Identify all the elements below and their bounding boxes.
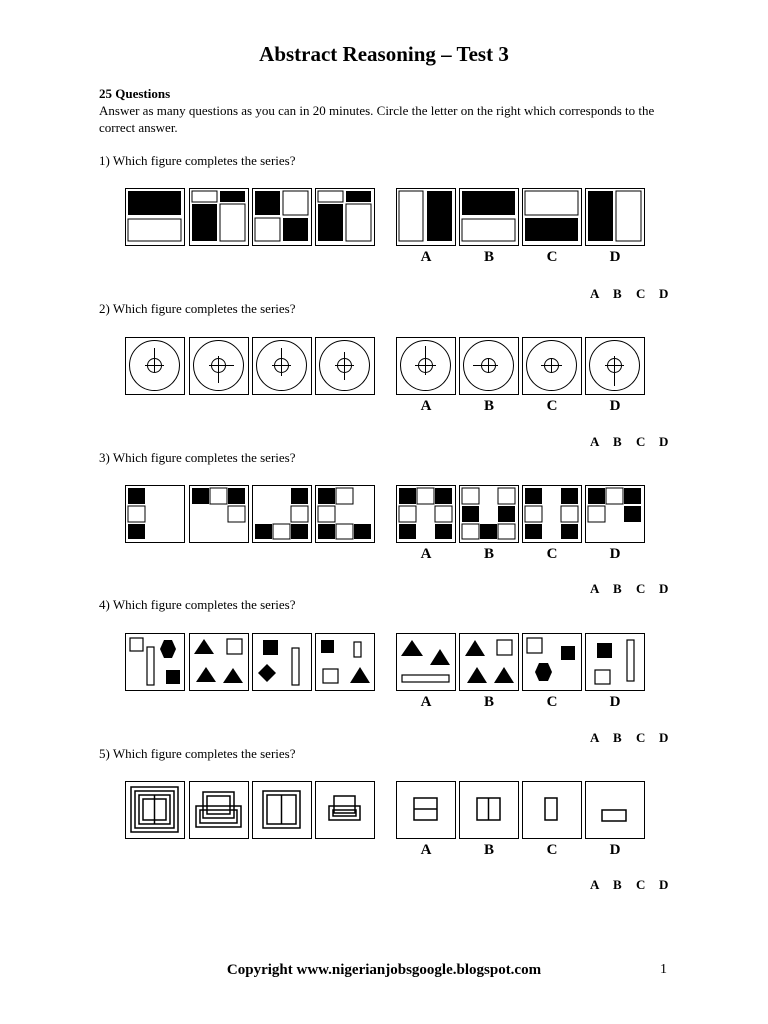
q4-option-a-label: A	[420, 694, 432, 710]
q1-option-d-label: D	[609, 249, 621, 265]
q1-series-figure-2	[189, 188, 249, 246]
q4-answer-b[interactable]: B	[613, 730, 622, 745]
q5-answer-d[interactable]: D	[659, 877, 669, 892]
q3-option-d-label: D	[609, 546, 621, 562]
q3-answer-a[interactable]: A	[590, 581, 600, 596]
question-count: 25 Questions	[99, 86, 171, 101]
instructions: Answer as many questions as you can in 20 minutes. Circle the letter on the right which corresponds to the correct answer.	[99, 103, 655, 135]
q3-option-a-label: A	[420, 546, 432, 562]
q4-option-d-label: D	[609, 694, 621, 710]
q4-option-c-figure	[522, 633, 582, 691]
q2-option-a-figure	[396, 337, 456, 395]
footer-copyright: Copyright www.nigerianjobsgoogle.blogspot.com	[226, 962, 542, 978]
q5-option-c-label: C	[546, 842, 558, 858]
q1-option-a-label: A	[420, 249, 432, 265]
q1-answer-a[interactable]: A	[590, 286, 600, 301]
q2-series-figure-1	[125, 337, 185, 395]
q1-answer-b[interactable]: B	[613, 286, 622, 301]
q5-option-b-figure	[459, 781, 519, 839]
q4-answer-c[interactable]: C	[636, 730, 646, 745]
q3-series-figure-2	[189, 485, 249, 543]
q2-option-b-figure	[459, 337, 519, 395]
q1-answer-c[interactable]: C	[636, 286, 646, 301]
q1-option-a-figure	[396, 188, 456, 246]
question-3-text: 3) Which figure completes the series?	[99, 450, 296, 465]
q4-option-a-figure	[396, 633, 456, 691]
q2-option-b-label: B	[483, 398, 494, 414]
q5-option-a-figure	[396, 781, 456, 839]
q5-option-d-figure	[585, 781, 645, 839]
q5-answer-choices	[590, 877, 682, 893]
question-4-text: 4) Which figure completes the series?	[99, 597, 296, 612]
q5-answer-a[interactable]: A	[590, 877, 600, 892]
q4-answer-choices	[590, 730, 682, 746]
q1-series-figure-3	[252, 188, 312, 246]
q4-series-figure-2	[189, 633, 249, 691]
q3-option-b-figure	[459, 485, 519, 543]
q5-answer-c[interactable]: C	[636, 877, 646, 892]
q4-answer-a[interactable]: A	[590, 730, 600, 745]
q1-answer-d[interactable]: D	[659, 286, 669, 301]
q2-answer-c[interactable]: C	[636, 434, 646, 449]
q1-series-figure-1	[125, 188, 185, 246]
q5-series-figure-3	[252, 781, 312, 839]
q5-option-b-label: B	[483, 842, 494, 858]
q5-answer-b[interactable]: B	[613, 877, 622, 892]
q1-option-c-figure	[522, 188, 582, 246]
q3-option-c-label: C	[546, 546, 558, 562]
q2-option-d-label: D	[609, 398, 621, 414]
q3-series-figure-1	[125, 485, 185, 543]
q3-series-figure-3	[252, 485, 312, 543]
q5-option-d-label: D	[609, 842, 621, 858]
q3-option-c-figure	[522, 485, 582, 543]
question-1-text: 1) Which figure completes the series?	[99, 153, 296, 168]
q3-option-d-figure	[585, 485, 645, 543]
q2-option-a-label: A	[420, 398, 432, 414]
q2-answer-choices	[590, 434, 682, 450]
question-2-text: 2) Which figure completes the series?	[99, 301, 296, 316]
q2-option-d-figure	[585, 337, 645, 395]
q4-option-d-figure	[585, 633, 645, 691]
q2-series-figure-2	[189, 337, 249, 395]
q2-answer-d[interactable]: D	[659, 434, 669, 449]
q5-series-figure-2	[189, 781, 249, 839]
q1-answer-choices	[590, 286, 682, 302]
q5-series-figure-4	[315, 781, 375, 839]
q3-answer-d[interactable]: D	[659, 581, 669, 596]
q4-series-figure-4	[315, 633, 375, 691]
q3-series-figure-4	[315, 485, 375, 543]
q3-option-a-figure	[396, 485, 456, 543]
question-5-text: 5) Which figure completes the series?	[99, 746, 296, 761]
q2-series-figure-4	[315, 337, 375, 395]
q5-series-figure-1	[125, 781, 185, 839]
q2-answer-a[interactable]: A	[590, 434, 600, 449]
q1-option-b-label: B	[483, 249, 494, 265]
q3-answer-b[interactable]: B	[613, 581, 622, 596]
q4-option-b-figure	[459, 633, 519, 691]
page-title: Abstract Reasoning – Test 3	[259, 42, 509, 66]
q3-answer-c[interactable]: C	[636, 581, 646, 596]
q4-answer-d[interactable]: D	[659, 730, 669, 745]
q1-option-c-label: C	[546, 249, 558, 265]
q2-option-c-figure	[522, 337, 582, 395]
page-number: 1	[660, 962, 667, 977]
q1-option-d-figure	[585, 188, 645, 246]
q2-option-c-label: C	[546, 398, 558, 414]
q2-series-figure-3	[252, 337, 312, 395]
q5-option-a-label: A	[420, 842, 432, 858]
q4-option-c-label: C	[546, 694, 558, 710]
q4-series-figure-1	[125, 633, 185, 691]
q4-series-figure-3	[252, 633, 312, 691]
q5-option-c-figure	[522, 781, 582, 839]
q4-option-b-label: B	[483, 694, 494, 710]
q1-series-figure-4	[315, 188, 375, 246]
q3-option-b-label: B	[483, 546, 494, 562]
q2-answer-b[interactable]: B	[613, 434, 622, 449]
q3-answer-choices	[590, 581, 682, 597]
q1-option-b-figure	[459, 188, 519, 246]
